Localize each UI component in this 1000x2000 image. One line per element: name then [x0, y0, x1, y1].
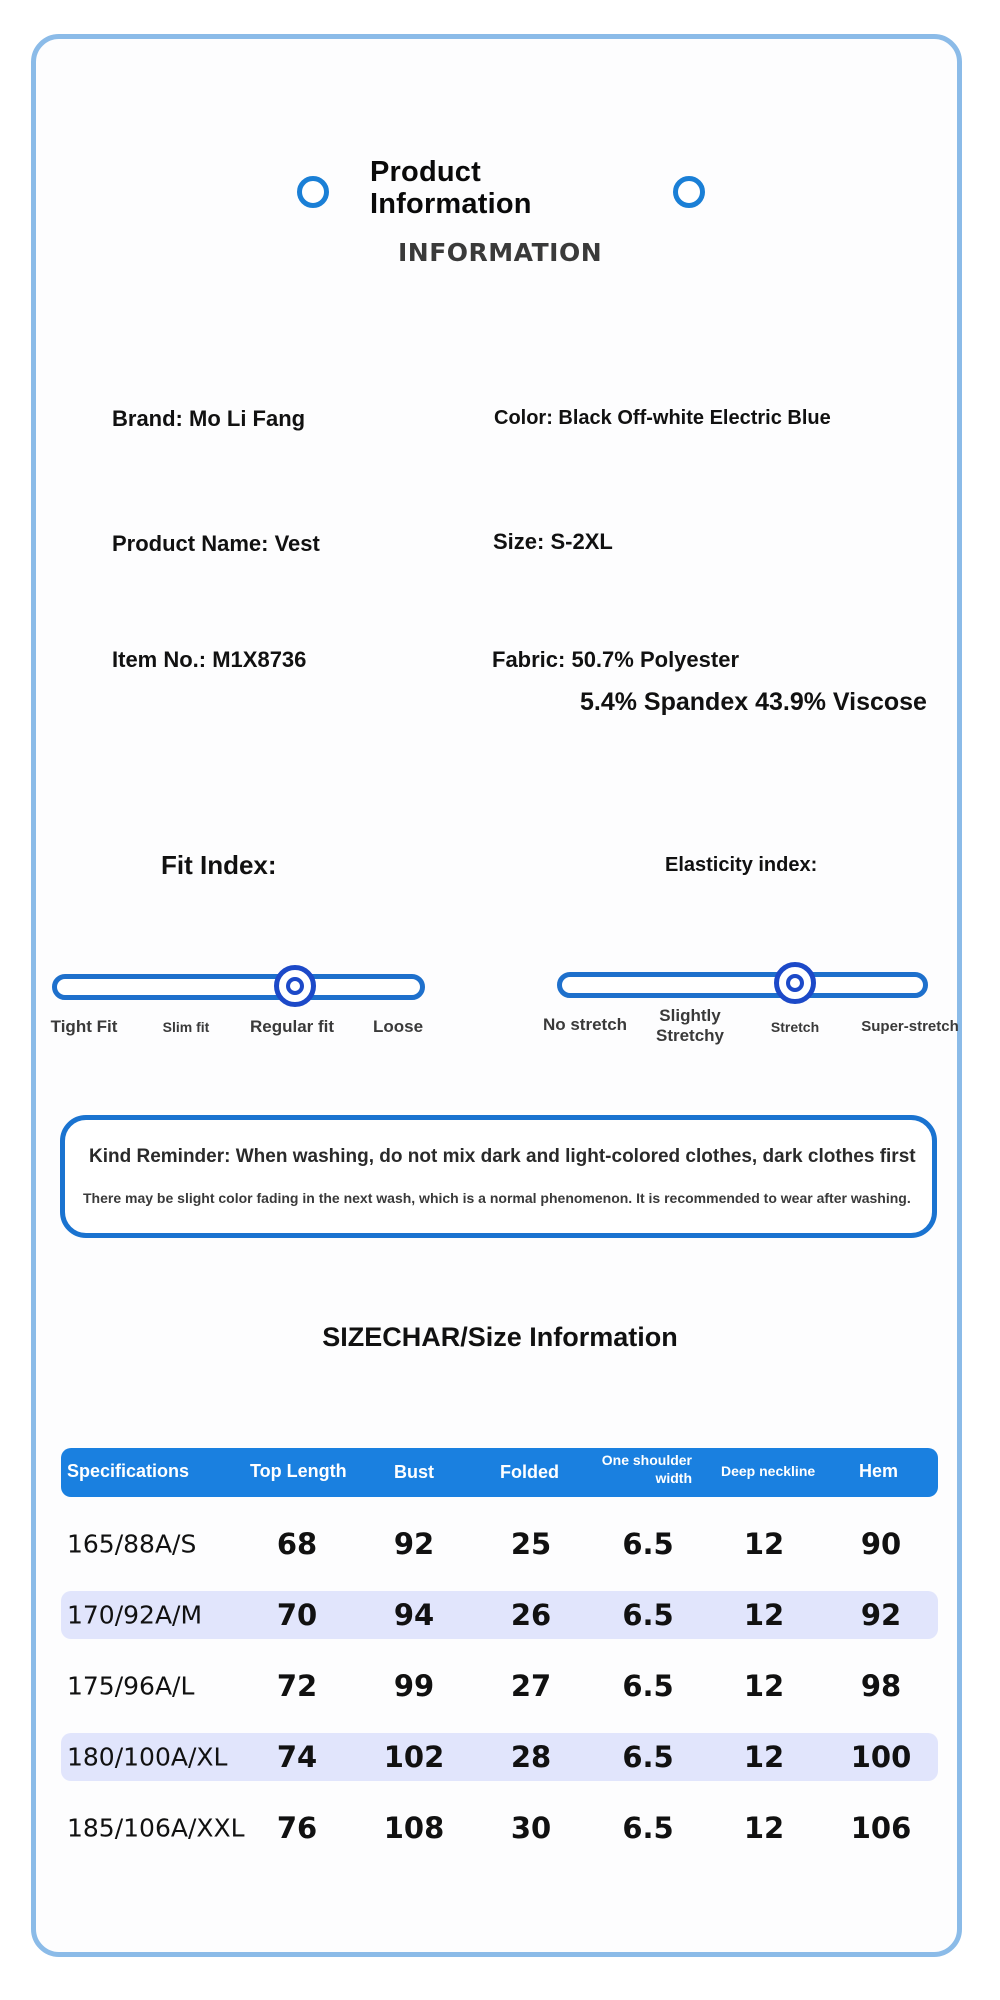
elasticity-label-slightly-stretchy [650, 1006, 730, 1046]
row-value-cell: 6.5 [622, 1527, 674, 1561]
table-row [61, 1804, 938, 1852]
row-value-cell: 74 [276, 1740, 318, 1774]
table-row [61, 1662, 938, 1710]
row-value-cell: 98 [860, 1669, 902, 1703]
fabric-info-line2: 5.4% Spandex 43.9% Viscose [580, 688, 927, 716]
fit-label-loose: Loose [372, 1017, 424, 1036]
row-spec-cell: 185/106A/XXL [67, 1813, 245, 1843]
row-value-cell: 92 [393, 1527, 435, 1561]
row-value-cell: 12 [743, 1598, 785, 1632]
row-value-cell: 12 [743, 1740, 785, 1774]
size-table-title: SIZECHAR/Size Information [322, 1322, 678, 1352]
row-value-cell: 90 [860, 1527, 902, 1561]
row-value-cell: 12 [743, 1669, 785, 1703]
page-title [370, 156, 570, 220]
column-header-top-length: Top Length [250, 1461, 347, 1481]
row-value-cell: 27 [510, 1669, 552, 1703]
row-value-cell: 28 [510, 1740, 552, 1774]
elasticity-index-thumb[interactable] [774, 962, 816, 1004]
row-value-cell: 6.5 [622, 1598, 674, 1632]
elasticity-label-super-stretch: Super-stretch [861, 1018, 959, 1035]
color-info: Color: Black Off-white Electric Blue [494, 407, 831, 429]
table-row [61, 1591, 938, 1639]
page-title-text: Product Information [370, 156, 532, 220]
row-value-cell: 108 [383, 1811, 445, 1845]
row-value-cell: 76 [276, 1811, 318, 1845]
row-value-cell: 70 [276, 1598, 318, 1632]
column-header-one-shoulder-width [592, 1451, 692, 1487]
brand-info: Brand: Mo Li Fang [112, 406, 306, 431]
fit-index-track [52, 974, 425, 1000]
size-table-header [61, 1448, 938, 1497]
size-info: Size: S-2XL [493, 529, 613, 554]
elasticity-index-track [557, 972, 928, 998]
left-ring-icon [297, 176, 329, 208]
row-value-cell: 94 [393, 1598, 435, 1632]
fabric-info-line1: Fabric: 50.7% Polyester [492, 647, 740, 672]
elasticity-label-slightly-stretchy-text: Slightly Stretchy [655, 1006, 725, 1045]
fit-label-regular: Regular fit [249, 1017, 335, 1036]
washing-reminder-box [60, 1115, 937, 1238]
row-value-cell: 25 [510, 1527, 552, 1561]
row-spec-cell: 175/96A/L [67, 1671, 195, 1701]
fit-label-tight: Tight Fit [50, 1017, 118, 1036]
row-value-cell: 106 [850, 1811, 912, 1845]
reminder-note: There may be slight color fading in the next wash, which is a normal phenomenon. It is recommended to wear after washing. [83, 1190, 911, 1206]
row-spec-cell: 170/92A/M [67, 1600, 203, 1630]
column-header-folded: Folded [500, 1462, 559, 1482]
reminder-title: Kind Reminder: When washing, do not mix dark and light-colored clothes, dark clothes first [89, 1146, 916, 1167]
row-value-cell: 6.5 [622, 1811, 674, 1845]
row-spec-cell: 180/100A/XL [67, 1742, 228, 1772]
item-no-info: Item No.: M1X8736 [112, 647, 307, 672]
row-value-cell: 92 [860, 1598, 902, 1632]
row-spec-cell: 165/88A/S [67, 1529, 197, 1559]
column-header-bust: Bust [394, 1462, 434, 1482]
table-row [61, 1520, 938, 1568]
row-value-cell: 72 [276, 1669, 318, 1703]
column-header-deep-neckline: Deep neckline [721, 1463, 816, 1479]
elasticity-label-no-stretch: No stretch [542, 1015, 628, 1034]
elasticity-index-title: Elasticity index: [665, 854, 818, 876]
row-value-cell: 102 [383, 1740, 445, 1774]
right-ring-icon [673, 176, 705, 208]
elasticity-label-stretch: Stretch [770, 1019, 820, 1035]
row-value-cell: 12 [743, 1527, 785, 1561]
fit-index-title: Fit Index: [161, 850, 277, 880]
row-value-cell: 68 [276, 1527, 318, 1561]
row-value-cell: 100 [850, 1740, 912, 1774]
fit-label-slim: Slim fit [162, 1019, 210, 1035]
fit-index-thumb[interactable] [274, 965, 316, 1007]
product-name-info: Product Name: Vest [112, 531, 320, 556]
table-row [61, 1733, 938, 1781]
row-value-cell: 99 [393, 1669, 435, 1703]
column-header-hem: Hem [859, 1461, 899, 1481]
row-value-cell: 30 [510, 1811, 552, 1845]
page-subtitle: INFORMATION [398, 238, 603, 267]
row-value-cell: 26 [510, 1598, 552, 1632]
column-header-one-shoulder-width-text: One shoulder width [601, 1452, 692, 1486]
row-value-cell: 6.5 [622, 1740, 674, 1774]
row-value-cell: 6.5 [622, 1669, 674, 1703]
column-header-specifications: Specifications [67, 1461, 190, 1481]
row-value-cell: 12 [743, 1811, 785, 1845]
